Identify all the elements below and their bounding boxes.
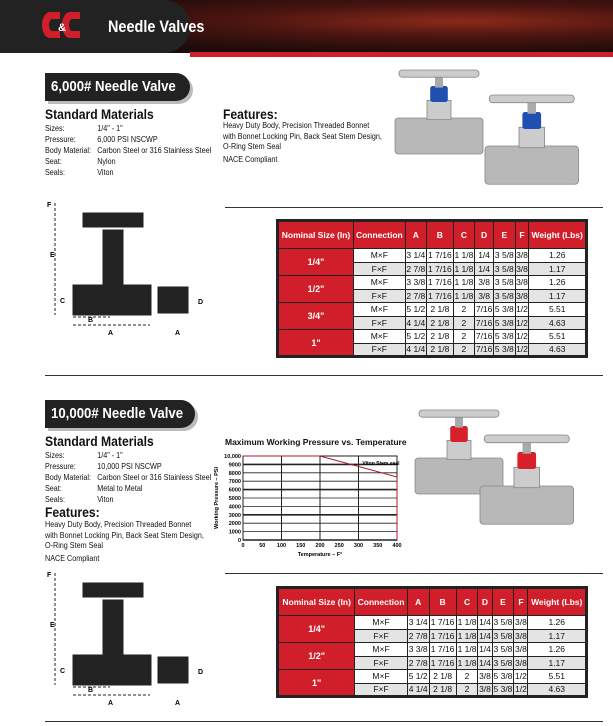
divider (45, 721, 603, 722)
column-header: D (475, 221, 494, 249)
table-cell: 1/2 (516, 304, 528, 315)
valve-photo (410, 405, 600, 540)
column-header: Weight (Lbs) (528, 588, 587, 616)
table-cell: 1/2 (516, 331, 528, 342)
table-cell: 2 1/8 (429, 683, 456, 697)
table-cell: 1 1/8 (454, 250, 474, 261)
table-cell: 1.26 (529, 249, 587, 263)
table-cell: 4 1/4 (407, 683, 429, 697)
material-value: Carbon Steel or 316 Stainless Steel (97, 473, 212, 482)
dimension-label: F (47, 572, 52, 579)
table-cell: 5.51 (529, 330, 587, 344)
drawing-stem (103, 600, 123, 655)
y-tick-label: 7000 (228, 479, 241, 486)
table-cell: 2 (453, 303, 474, 317)
table-cell: 3 3/8 (406, 277, 426, 288)
drawing-stem (103, 230, 123, 285)
materials-list (45, 450, 230, 505)
table-cell: 5 3/8 (494, 304, 514, 315)
table-cell: 3/8 (515, 617, 527, 628)
table-cell: 3/8 (516, 250, 528, 261)
spec-table-10000 (276, 586, 588, 698)
chart-annotation: Viton Stem seal (362, 461, 400, 468)
valve-handle-cap (450, 426, 468, 442)
material-label: Pressure: (45, 462, 76, 471)
table-cell: 2 1/8 (427, 330, 454, 344)
material-value: Carbon Steel or 316 Stainless Steel (97, 146, 212, 155)
material-label: Sizes: (45, 451, 65, 460)
table-cell: 1 7/16 (430, 617, 455, 628)
drawing-body (73, 655, 151, 685)
column-header: E (494, 221, 515, 249)
material-value: Nylon (97, 157, 116, 166)
valve-body (415, 410, 503, 494)
materials-heading: Standard Materials (45, 107, 154, 122)
material-value: 6,000 PSI NSCWP (97, 135, 158, 144)
x-tick-label: 350 (373, 543, 383, 549)
x-tick-label: 150 (296, 543, 306, 549)
table-cell: 5 3/8 (492, 683, 514, 697)
table-cell: 4 1/4 (406, 317, 426, 328)
section-title-6000: 6,000# Needle Valve (45, 73, 190, 101)
table-cell: 3/8 (515, 644, 527, 655)
material-value: 1/4" - 1" (97, 124, 123, 133)
table-cell: 1 1/8 (457, 630, 477, 641)
column-header: Weight (Lbs) (529, 221, 587, 249)
valve-t-handle (484, 435, 569, 443)
table-cell: 1.17 (528, 656, 587, 670)
chart-title: Maximum Working Pressure vs. Temperature (225, 437, 407, 447)
table-cell: 3 1/4 (408, 617, 428, 628)
column-header: A (407, 588, 429, 616)
feature-line: NACE Compliant (45, 553, 100, 563)
table-cell: 2 (456, 683, 478, 697)
table-cell: 1 1/8 (457, 617, 477, 628)
table-cell: 1 7/16 (428, 250, 452, 261)
feature-line: Heavy Duty Body, Precision Threaded Bonnet (45, 520, 192, 529)
table-cell: 2 1/8 (427, 303, 454, 317)
table-row (278, 303, 587, 317)
x-tick-label: 250 (334, 543, 344, 549)
column-header: B (429, 588, 456, 616)
x-tick-label: 200 (315, 543, 325, 549)
size-cell: 1/2" (278, 643, 355, 670)
table-cell: F×F (354, 262, 406, 276)
table-cell: 1.17 (529, 289, 587, 303)
table-cell: M×F (354, 276, 406, 290)
table-cell: 3 5/8 (494, 277, 514, 288)
material-row (45, 167, 211, 178)
feature-line: Heavy Duty Body, Precision Threaded Bonnet (223, 121, 370, 130)
table-cell: 3/8 (515, 657, 527, 668)
table-cell: 7/16 (475, 317, 493, 328)
x-tick-label: 50 (259, 543, 266, 549)
y-tick-label: 5000 (228, 496, 241, 502)
valve-bonnet (514, 467, 540, 487)
table-cell: 3/8 (479, 671, 491, 682)
table-cell: 2 7/8 (406, 263, 426, 274)
column-header: E (492, 588, 514, 616)
table-cell: 7/16 (475, 331, 493, 342)
table-cell: 1.26 (529, 276, 587, 290)
dimension-label: E (50, 622, 55, 629)
table-cell: 3 5/8 (494, 250, 514, 261)
table-cell: 1 1/8 (454, 290, 474, 301)
dimension-label: A (175, 330, 181, 337)
features-list (223, 121, 400, 165)
dimension-label: D (198, 299, 204, 306)
material-value: Viton (97, 168, 114, 177)
valve-body (395, 70, 483, 154)
features-heading: Features: (223, 107, 278, 122)
material-row (45, 472, 211, 483)
table-cell: 1 1/8 (454, 277, 474, 288)
table-cell: 1 1/8 (457, 657, 477, 668)
valve-handle-cap (517, 452, 536, 469)
dimension-label: A (108, 700, 114, 707)
table-cell: M×F (354, 330, 406, 344)
column-header: F (515, 221, 529, 249)
valve-body-block (480, 486, 574, 524)
material-row (45, 123, 211, 134)
table-cell: M×F (355, 670, 407, 684)
table-cell: 2 1/8 (427, 316, 454, 330)
dimension-label: D (198, 669, 204, 676)
table-cell: 5 1/2 (406, 304, 426, 315)
table-cell: 1/2 (515, 343, 529, 357)
valve-outline (73, 583, 188, 685)
dimension-label: C (60, 298, 66, 305)
material-row (45, 483, 211, 494)
table-cell: 5 3/8 (494, 331, 514, 342)
pressure-temperature-chart (210, 448, 405, 560)
valve-t-handle (399, 70, 479, 77)
feature-line: NACE Compliant (223, 154, 278, 164)
dimension-label: B (88, 317, 94, 324)
material-row (45, 461, 211, 472)
table-cell: 7/16 (475, 343, 494, 357)
table-cell: 7/16 (475, 304, 493, 315)
table-cell: M×F (354, 249, 406, 263)
dimension-label: F (47, 202, 52, 209)
material-label: Seat: (45, 157, 62, 166)
drawing-handle (83, 213, 143, 227)
table-cell: 1/4 (475, 249, 494, 263)
table-cell: M×F (354, 303, 406, 317)
table-cell: F×F (355, 656, 407, 670)
spec-table-6000 (276, 219, 588, 358)
feature-line: O-Ring Stem Seal (45, 541, 104, 550)
table-cell: 2 1/8 (427, 343, 454, 357)
material-label: Body Material: (45, 473, 92, 482)
valve-handle-cap (430, 86, 448, 102)
section-title-10000: 10,000# Needle Valve (45, 400, 195, 428)
table-cell: M×F (355, 643, 407, 657)
table-cell: 3/8 (516, 263, 528, 274)
table-cell: 1/4 (479, 630, 491, 641)
table-row (278, 330, 587, 344)
company-logo (42, 10, 82, 40)
table-cell: 1 1/8 (454, 263, 474, 274)
table-cell: 4.63 (529, 316, 587, 330)
y-tick-label: 0 (237, 538, 241, 544)
table-cell: 3/8 (515, 630, 527, 641)
column-header: B (427, 221, 454, 249)
table-cell: 1/2 (515, 671, 527, 682)
size-cell: 1/4" (278, 249, 354, 276)
y-tick-label: 3000 (228, 512, 241, 519)
size-cell: 3/4" (278, 303, 354, 330)
table-row (278, 249, 587, 263)
material-row (45, 134, 211, 145)
table-cell: 5 3/8 (494, 317, 514, 328)
table-cell: 1.17 (528, 629, 587, 643)
size-cell: 1" (278, 670, 355, 697)
table-cell: 1/2 (516, 317, 528, 328)
material-label: Body Material: (45, 146, 92, 155)
table-cell: 1.26 (528, 643, 587, 657)
table-cell: 1 7/16 (428, 263, 452, 274)
table-row (278, 670, 587, 684)
table-cell: 2 1/8 (429, 670, 456, 684)
x-tick-label: 100 (276, 543, 287, 549)
table-cell: 1 7/16 (428, 290, 452, 301)
table-cell: F×F (354, 316, 406, 330)
table-cell: 5.51 (528, 670, 587, 684)
material-row (45, 450, 211, 461)
table-row (278, 276, 587, 290)
table-cell: 5 3/8 (494, 343, 515, 357)
drawing-handle (83, 583, 143, 597)
column-header: Nominal Size (In) (278, 588, 355, 616)
table-cell: M×F (355, 616, 407, 630)
material-label: Pressure: (45, 135, 76, 144)
table-cell: 3/8 (516, 290, 528, 301)
table-cell: 5 1/2 (408, 671, 428, 682)
table-cell: 1/4 (479, 657, 491, 668)
y-tick-label: 10,000 (224, 454, 241, 460)
table-cell: 4 1/4 (405, 343, 426, 357)
drawing-end-view (158, 657, 188, 683)
table-cell: 1 7/16 (430, 644, 455, 655)
x-tick-label: 0 (241, 543, 245, 549)
valve-handle-cap (522, 112, 541, 129)
table-cell: 2 (453, 316, 474, 330)
material-value: Metal to Metal (97, 484, 143, 493)
divider (45, 375, 603, 376)
valve-body-block (485, 146, 579, 184)
size-cell: 1" (278, 330, 354, 357)
table-cell: 1 7/16 (430, 657, 455, 668)
column-header: Connection (354, 221, 406, 249)
column-header: A (405, 221, 426, 249)
size-cell: 1/2" (278, 276, 354, 303)
table-cell: 2 (453, 343, 474, 357)
table-row (278, 616, 587, 630)
column-header: C (453, 221, 474, 249)
dimension-label: A (175, 700, 181, 707)
column-header: F (514, 588, 528, 616)
material-row (45, 145, 211, 156)
table-cell: 5 1/2 (406, 331, 426, 342)
table-cell: 3 5/8 (493, 617, 513, 628)
material-label: Sizes: (45, 124, 65, 133)
drawing-end-view (158, 287, 188, 313)
dimension-label: E (50, 252, 55, 259)
size-cell: 1/4" (278, 616, 355, 643)
y-tick-label: 1000 (228, 529, 241, 536)
divider (225, 573, 603, 574)
divider (225, 207, 603, 208)
feature-line: with Bonnet Locking Pin, Back Seat Stem Design, (223, 131, 382, 141)
x-tick-label: 300 (353, 543, 364, 549)
dimension-drawing (30, 565, 220, 715)
feature-line: O-Ring Stem Seal (223, 142, 282, 151)
valve-t-handle (419, 410, 499, 417)
table-cell: 3/8 (516, 277, 528, 288)
material-row (45, 494, 211, 505)
material-label: Seals: (45, 168, 66, 177)
y-tick-label: 2000 (228, 521, 241, 528)
table-cell: 5.51 (529, 303, 587, 317)
table-cell: 3/8 (478, 683, 492, 697)
table-cell: 2 (456, 670, 478, 684)
valve-bonnet (427, 100, 451, 119)
table-cell: 5 3/8 (493, 671, 513, 682)
y-tick-label: 4000 (228, 504, 241, 511)
table-cell: 3 5/8 (494, 290, 514, 301)
table-row (278, 643, 587, 657)
table-cell: 2 7/8 (406, 290, 426, 301)
material-label: Seat: (45, 484, 62, 493)
column-header: D (478, 588, 492, 616)
table-cell: 2 (453, 330, 474, 344)
material-row (45, 156, 211, 167)
column-header: Nominal Size (In) (278, 221, 354, 249)
y-axis-label: Working Pressure – PSI (214, 467, 220, 529)
table-cell: 1 7/16 (430, 630, 455, 641)
table-cell: 3/8 (475, 276, 494, 290)
dimension-label: C (60, 668, 66, 675)
features-heading: Features: (45, 505, 100, 520)
drawing-body (73, 285, 151, 315)
table-cell: 3 5/8 (493, 644, 513, 655)
table-cell: 3 5/8 (494, 263, 514, 274)
material-value: 1/4" - 1" (97, 451, 123, 460)
header-divider (190, 52, 613, 57)
table-cell: 1/4 (479, 644, 491, 655)
table-cell: F×F (355, 629, 407, 643)
table-cell: 1/4 (475, 262, 494, 276)
table-cell: 3/8 (475, 289, 494, 303)
table-cell: 1.17 (529, 262, 587, 276)
feature-line: with Bonnet Locking Pin, Back Seat Stem Design, (45, 530, 204, 540)
x-axis-label: Temperature – F° (297, 552, 343, 558)
material-label: Seals: (45, 495, 66, 504)
material-value: Viton (97, 495, 114, 504)
table-cell: 4.63 (529, 343, 587, 357)
svg-text:&: & (58, 22, 66, 34)
column-header: Connection (355, 588, 407, 616)
features-list (45, 520, 222, 564)
materials-list (45, 123, 230, 178)
table-cell: F×F (354, 289, 406, 303)
table-cell: 2 7/8 (408, 657, 428, 668)
table-cell: 2 7/8 (408, 630, 428, 641)
table-cell: 1/4 (479, 617, 491, 628)
table-cell: 1.26 (528, 616, 587, 630)
valve-body (485, 95, 579, 184)
valve-body-block (395, 118, 483, 154)
material-value: 10,000 PSI NSCWP (97, 462, 162, 471)
dimension-label: A (108, 330, 114, 337)
table-cell: F×F (355, 683, 407, 697)
dimension-drawing (30, 195, 220, 350)
valve-t-handle (489, 95, 574, 103)
table-cell: 1 7/16 (428, 277, 452, 288)
dimension-label: B (88, 687, 94, 694)
column-header: C (456, 588, 478, 616)
table-cell: 3 3/8 (408, 644, 428, 655)
table-cell: 3 1/4 (406, 250, 426, 261)
y-tick-label: 8000 (228, 470, 241, 477)
y-tick-label: 6000 (228, 487, 241, 494)
x-tick-label: 400 (392, 543, 402, 549)
table-cell: F×F (354, 343, 406, 357)
valve-photo (390, 65, 605, 200)
valve-outline (73, 213, 188, 315)
table-cell: 1 1/8 (457, 644, 477, 655)
y-tick-label: 9000 (228, 462, 241, 469)
page-title: Needle Valves (108, 17, 205, 36)
table-cell: 4.63 (528, 683, 587, 697)
table-cell: 1/2 (514, 683, 528, 697)
table-cell: 3 5/8 (493, 657, 513, 668)
valve-bonnet (519, 127, 545, 147)
valve-bonnet (447, 440, 471, 459)
materials-heading: Standard Materials (45, 434, 154, 449)
table-cell: 3 5/8 (493, 630, 513, 641)
